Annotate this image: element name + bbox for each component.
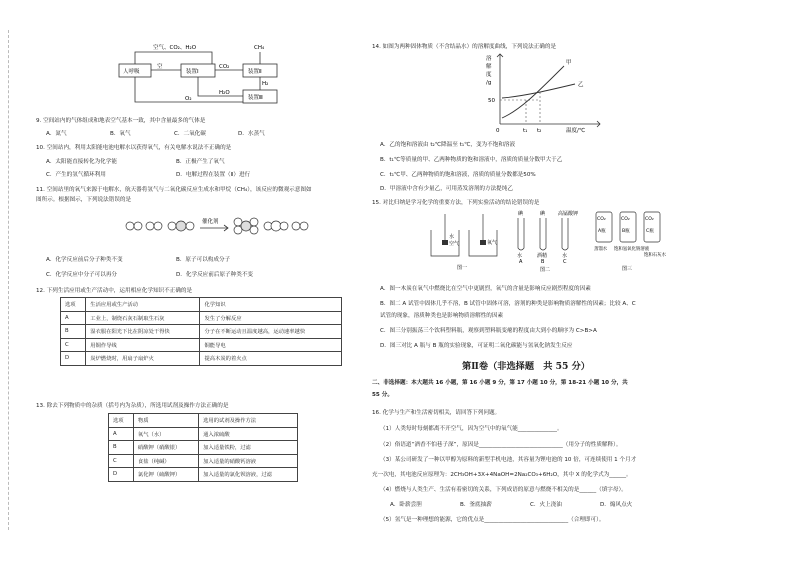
- q16-q4-option-d: D．煽风点火: [600, 502, 633, 508]
- table-cell: 通入浓硫酸: [199, 427, 298, 441]
- table-cell: 提高木炭的着火点: [200, 352, 342, 366]
- table-row: [61, 325, 342, 339]
- figure-2-dissolving: [510, 208, 590, 272]
- table-header-row: [109, 414, 298, 428]
- table-cell: A: [61, 311, 86, 325]
- label-kong: 空: [157, 64, 163, 70]
- q11-option-d: D．化学反应前后原子种类不变: [176, 272, 254, 278]
- curve-jia: [502, 66, 564, 118]
- label-h2: H₂: [262, 81, 269, 87]
- table-header-cell: 选用的试剂及操作方法: [199, 414, 298, 428]
- q9-option-b: B．氧气: [110, 131, 131, 137]
- q15-option-b-cont: 试管的现象，溶质种类也是影响物质溶解性的因素: [380, 313, 504, 319]
- q16-line-3: （3）某公司研发了一种以甲醇为原料的新型手机电池，其容量为锂电池的 10 倍，可连续使用 1 个月才: [380, 457, 637, 463]
- table-row: [61, 311, 342, 325]
- table-row: [61, 352, 342, 366]
- q15-stem: 15. 对比归纳是学习化学的重要方法，下列实验活动的结论错误的是: [372, 200, 540, 206]
- fig3-label-distilled: 蒸馏水: [594, 247, 608, 252]
- fig3-bottle-a: A瓶: [598, 229, 606, 234]
- fig3-co2-c: CO₂: [645, 217, 654, 222]
- fig3-bottle-c: C瓶: [646, 229, 654, 234]
- fig1-label-air: 空气: [449, 241, 460, 247]
- molecule-reaction-diagram: [120, 212, 310, 242]
- table-cell: 氯化钾（硫酸钾）: [133, 468, 198, 482]
- label-o2: O₂: [185, 96, 192, 102]
- label-ch4: CH₄: [254, 45, 265, 51]
- q15-option-c: C．图三分别振荡三个饮料塑料瓶，观察到塑料瓶变瘪的程度由大到小的顺序为 C>B>A: [380, 328, 597, 334]
- fig2-caption: 图二: [540, 267, 551, 272]
- table-cell: C: [61, 338, 86, 352]
- q9-option-c: C．二氧化碳: [174, 131, 206, 137]
- x-axis-label: 温度/℃: [566, 128, 586, 134]
- fig2-label-iodine-b: 碘: [540, 211, 546, 217]
- table-row: [109, 427, 298, 441]
- table-header-cell: 生活应用或生产活动: [86, 298, 200, 312]
- binding-margin: [8, 30, 19, 530]
- q12-table: [60, 297, 342, 366]
- x-tick-t1: t₁: [523, 128, 528, 134]
- table-cell: 工业上，制烧石灰石制取生石灰: [86, 311, 200, 325]
- q14-option-a: A．乙的饱和溶液由 t₂℃降温至 t₁℃，变为不饱和溶液: [380, 142, 516, 148]
- space-station-diagram: [115, 40, 285, 106]
- table-cell: D: [61, 352, 86, 366]
- table-cell: 食盐（纯碱）: [133, 454, 198, 468]
- q11-option-c: C．化学反应中分子可以再分: [46, 272, 118, 278]
- label-dev3: 装置Ⅲ: [248, 95, 263, 101]
- q11-option-a: A．化学反应前后分子种类不变: [46, 257, 123, 263]
- q10-option-c: C．产生的氢气循环利用: [46, 172, 106, 178]
- table-cell: 炭炉燃烧时，用扇子扇炉火: [86, 352, 200, 366]
- fig2-label-kmno4: 高锰酸钾: [558, 211, 579, 217]
- q12-stem: 12. 下列生活应用或生产活动中，运用相应化学知识不正确的是: [36, 288, 193, 294]
- q16-line-5: （5）氢气是一种理想的能源，它的优点是______________________________（合理即可）。: [380, 517, 605, 523]
- fig1-label-oxygen: 氧气: [487, 240, 498, 246]
- table-cell: 发生了分解反应: [200, 311, 342, 325]
- section-note-line1: 二、非选择题：本大题共 16 小题，第 16 小题 9 分，第 17 小题 10 分，第 18-21 小题 10 分，共: [372, 380, 628, 386]
- fig1-label-water: 水: [449, 234, 455, 240]
- label-dev1: 装置Ⅰ: [186, 69, 199, 75]
- fig3-label-naoh: 饱和氢氧化钠溶液: [614, 247, 650, 252]
- table-cell: A: [109, 427, 134, 441]
- table-cell: 氧气（水）: [133, 427, 198, 441]
- q11-stem-line2: 图所示。根据图示，下列说法错误的是: [36, 197, 132, 203]
- fig3-bottle-b: B瓶: [622, 229, 630, 234]
- table-header-cell: 选项: [109, 414, 134, 428]
- x-tick-t2: t₂: [537, 128, 542, 134]
- q16-line-2: （2）俗语道“酒香不怕巷子深”，原因是______________________________（用分子的性质解释）。: [380, 442, 622, 448]
- catalyst-label: 催化剂: [202, 219, 219, 225]
- table-cell: 铜能导电: [200, 338, 342, 352]
- table-cell: C: [109, 454, 134, 468]
- fig2-label-alcohol: 酒精: [537, 253, 548, 259]
- q16-line-3-cont: 充一次电，其电池反应原理为：2CH₃OH+3X+4NaOH=2Na₂CO₃+6H₂O，其中 X 的化学式为______。: [372, 472, 632, 478]
- q16-q4-option-a: A．卧薪尝胆: [390, 502, 422, 508]
- label-air-in: 空气、CO₂、H₂O: [153, 45, 197, 51]
- table-cell: B: [61, 325, 86, 339]
- q16-stem: 16. 化学与生产和生活密切相关，请回答下列问题。: [372, 410, 501, 416]
- solubility-chart: [480, 52, 605, 134]
- table-cell: 加入适量的氯化钡溶液，过滤: [199, 468, 298, 482]
- fig2-label-water-c: 水: [562, 253, 568, 259]
- fig3-label-limewater: 饱和石灰水: [644, 253, 666, 258]
- q14-option-b: B．t₁℃等质量的甲、乙两种物质的饱和溶液中，溶质的质量分数甲大于乙: [380, 157, 563, 163]
- fig2-label-iodine-a: 碘: [518, 211, 524, 217]
- fig3-caption: 图三: [622, 266, 633, 272]
- q15-option-a: A．图一木炭在氧气中燃烧比在空气中更剧烈，氧气的含量是影响反应剧烈程度的因素: [380, 286, 591, 292]
- q15-option-b: B．图二 A 试管中固体几乎不溶，B 试管中固体可溶，溶剂的种类是影响物质溶解性的因素；比较 A、C: [380, 301, 636, 307]
- table-cell: 用铜作导线: [86, 338, 200, 352]
- table-cell: D: [109, 468, 134, 482]
- label-dev2: 装置Ⅱ: [248, 69, 262, 75]
- q9-option-a: A．氮气: [46, 131, 67, 137]
- table-header-cell: 选项: [61, 298, 86, 312]
- q16-q4-option-c: C．火上浇油: [530, 502, 562, 508]
- q14-stem: 14. 如图为两种固体物质（不含结晶水）的溶解度曲线，下列说法正确的是: [372, 44, 557, 50]
- fig2-tube-b: B: [541, 259, 545, 265]
- series-label-jia: 甲: [566, 60, 572, 66]
- figure-1-combustion: [425, 208, 505, 272]
- q13-stem: 13. 除去下列物质中的杂质（括号内为杂质），所选用试剂及操作方法正确的是: [36, 403, 229, 409]
- section-note-line2: 55 分。: [372, 392, 393, 398]
- fig2-tube-c: C: [563, 259, 567, 265]
- table-row: [109, 454, 298, 468]
- q16-q4-option-b: B．釜底抽薪: [460, 502, 492, 508]
- label-human: 人呼吸: [123, 69, 140, 75]
- q10-option-a: A．太阳能直接转化为化学能: [46, 159, 117, 165]
- table-cell: 分子在不断运动且温度越高，运动速率越快: [200, 325, 342, 339]
- q9-option-d: D．水蒸气: [238, 131, 265, 137]
- table-row: [109, 441, 298, 455]
- fig3-co2-a: CO₂: [597, 217, 606, 222]
- x-tick-0: 0: [496, 128, 500, 134]
- ylabel-2: 解: [486, 64, 492, 70]
- table-cell: 加入适量的硝酸钙溶液: [199, 454, 298, 468]
- q15-option-d: D．图三对比 A 瓶与 B 瓶的实验现象，可证明二氧化碳能与氢氧化钠发生反应: [380, 343, 573, 349]
- table-cell: 湿衣服在阳光下比在阴凉处干得快: [86, 325, 200, 339]
- fig2-tube-a: A: [519, 259, 523, 265]
- q14-option-c: C．t₁℃甲、乙两种物质的饱和溶液，溶质的质量分数都是50%: [380, 172, 536, 178]
- section-title: 第Ⅱ卷（非选择题 共 55 分）: [462, 361, 590, 372]
- q10-option-d: D．电解过程在装置（Ⅱ）进行: [176, 172, 251, 178]
- figure-3-co2-bottles: [592, 206, 670, 274]
- fig2-label-water-a: 水: [517, 253, 523, 259]
- series-label-yi: 乙: [578, 82, 584, 88]
- table-cell: 加入适量铁粉，过滤: [199, 441, 298, 455]
- ylabel-1: 溶: [486, 56, 492, 62]
- y-tick-50: 50: [488, 98, 495, 104]
- q10-stem: 10. 空间站内，利用太阳能电池电解水以获得氧气，有关电解水说法不正确的是: [36, 145, 232, 151]
- q11-option-b: B．原子可以构成分子: [176, 257, 231, 263]
- table-header-cell: 化学知识: [200, 298, 342, 312]
- table-row: [109, 468, 298, 482]
- q16-line-4: （4）燃烧与人类生产、生活有着密切的关系，下列成语的原意与燃烧不相关的是______（填字母）。: [380, 487, 627, 493]
- q13-table: [108, 413, 298, 482]
- fig3-co2-b: CO₂: [621, 217, 630, 222]
- q10-option-b: B．正极产生了氧气: [176, 159, 225, 165]
- q14-option-d: D．甲溶液中含有少量乙，可用蒸发溶剂的方法提纯乙: [380, 186, 513, 192]
- table-header-row: [61, 298, 342, 312]
- label-co2: CO₂: [219, 64, 230, 70]
- table-cell: 硝酸钾（硝酸银）: [133, 441, 198, 455]
- fig1-caption: 图一: [457, 265, 468, 271]
- table-header-cell: 物质: [133, 414, 198, 428]
- q16-line-1: （1）人类每时每刻都离不开空气，因为空气中的氧气能______________。: [380, 426, 563, 432]
- q11-stem-line1: 11. 空间站里的氧气来源于电解水，航天器将氢气与二氧化碳反应生成水和甲烷（CH₄），该反应的微观示意图如: [36, 187, 312, 193]
- q9-stem: 9. 空间站内的气体组成和地表空气基本一致，其中含量最多的气体是: [36, 118, 206, 124]
- table-cell: B: [109, 441, 134, 455]
- ylabel-4: /g: [486, 80, 492, 86]
- table-row: [61, 338, 342, 352]
- label-h2o: H₂O: [219, 90, 230, 96]
- ylabel-3: 度: [486, 72, 492, 78]
